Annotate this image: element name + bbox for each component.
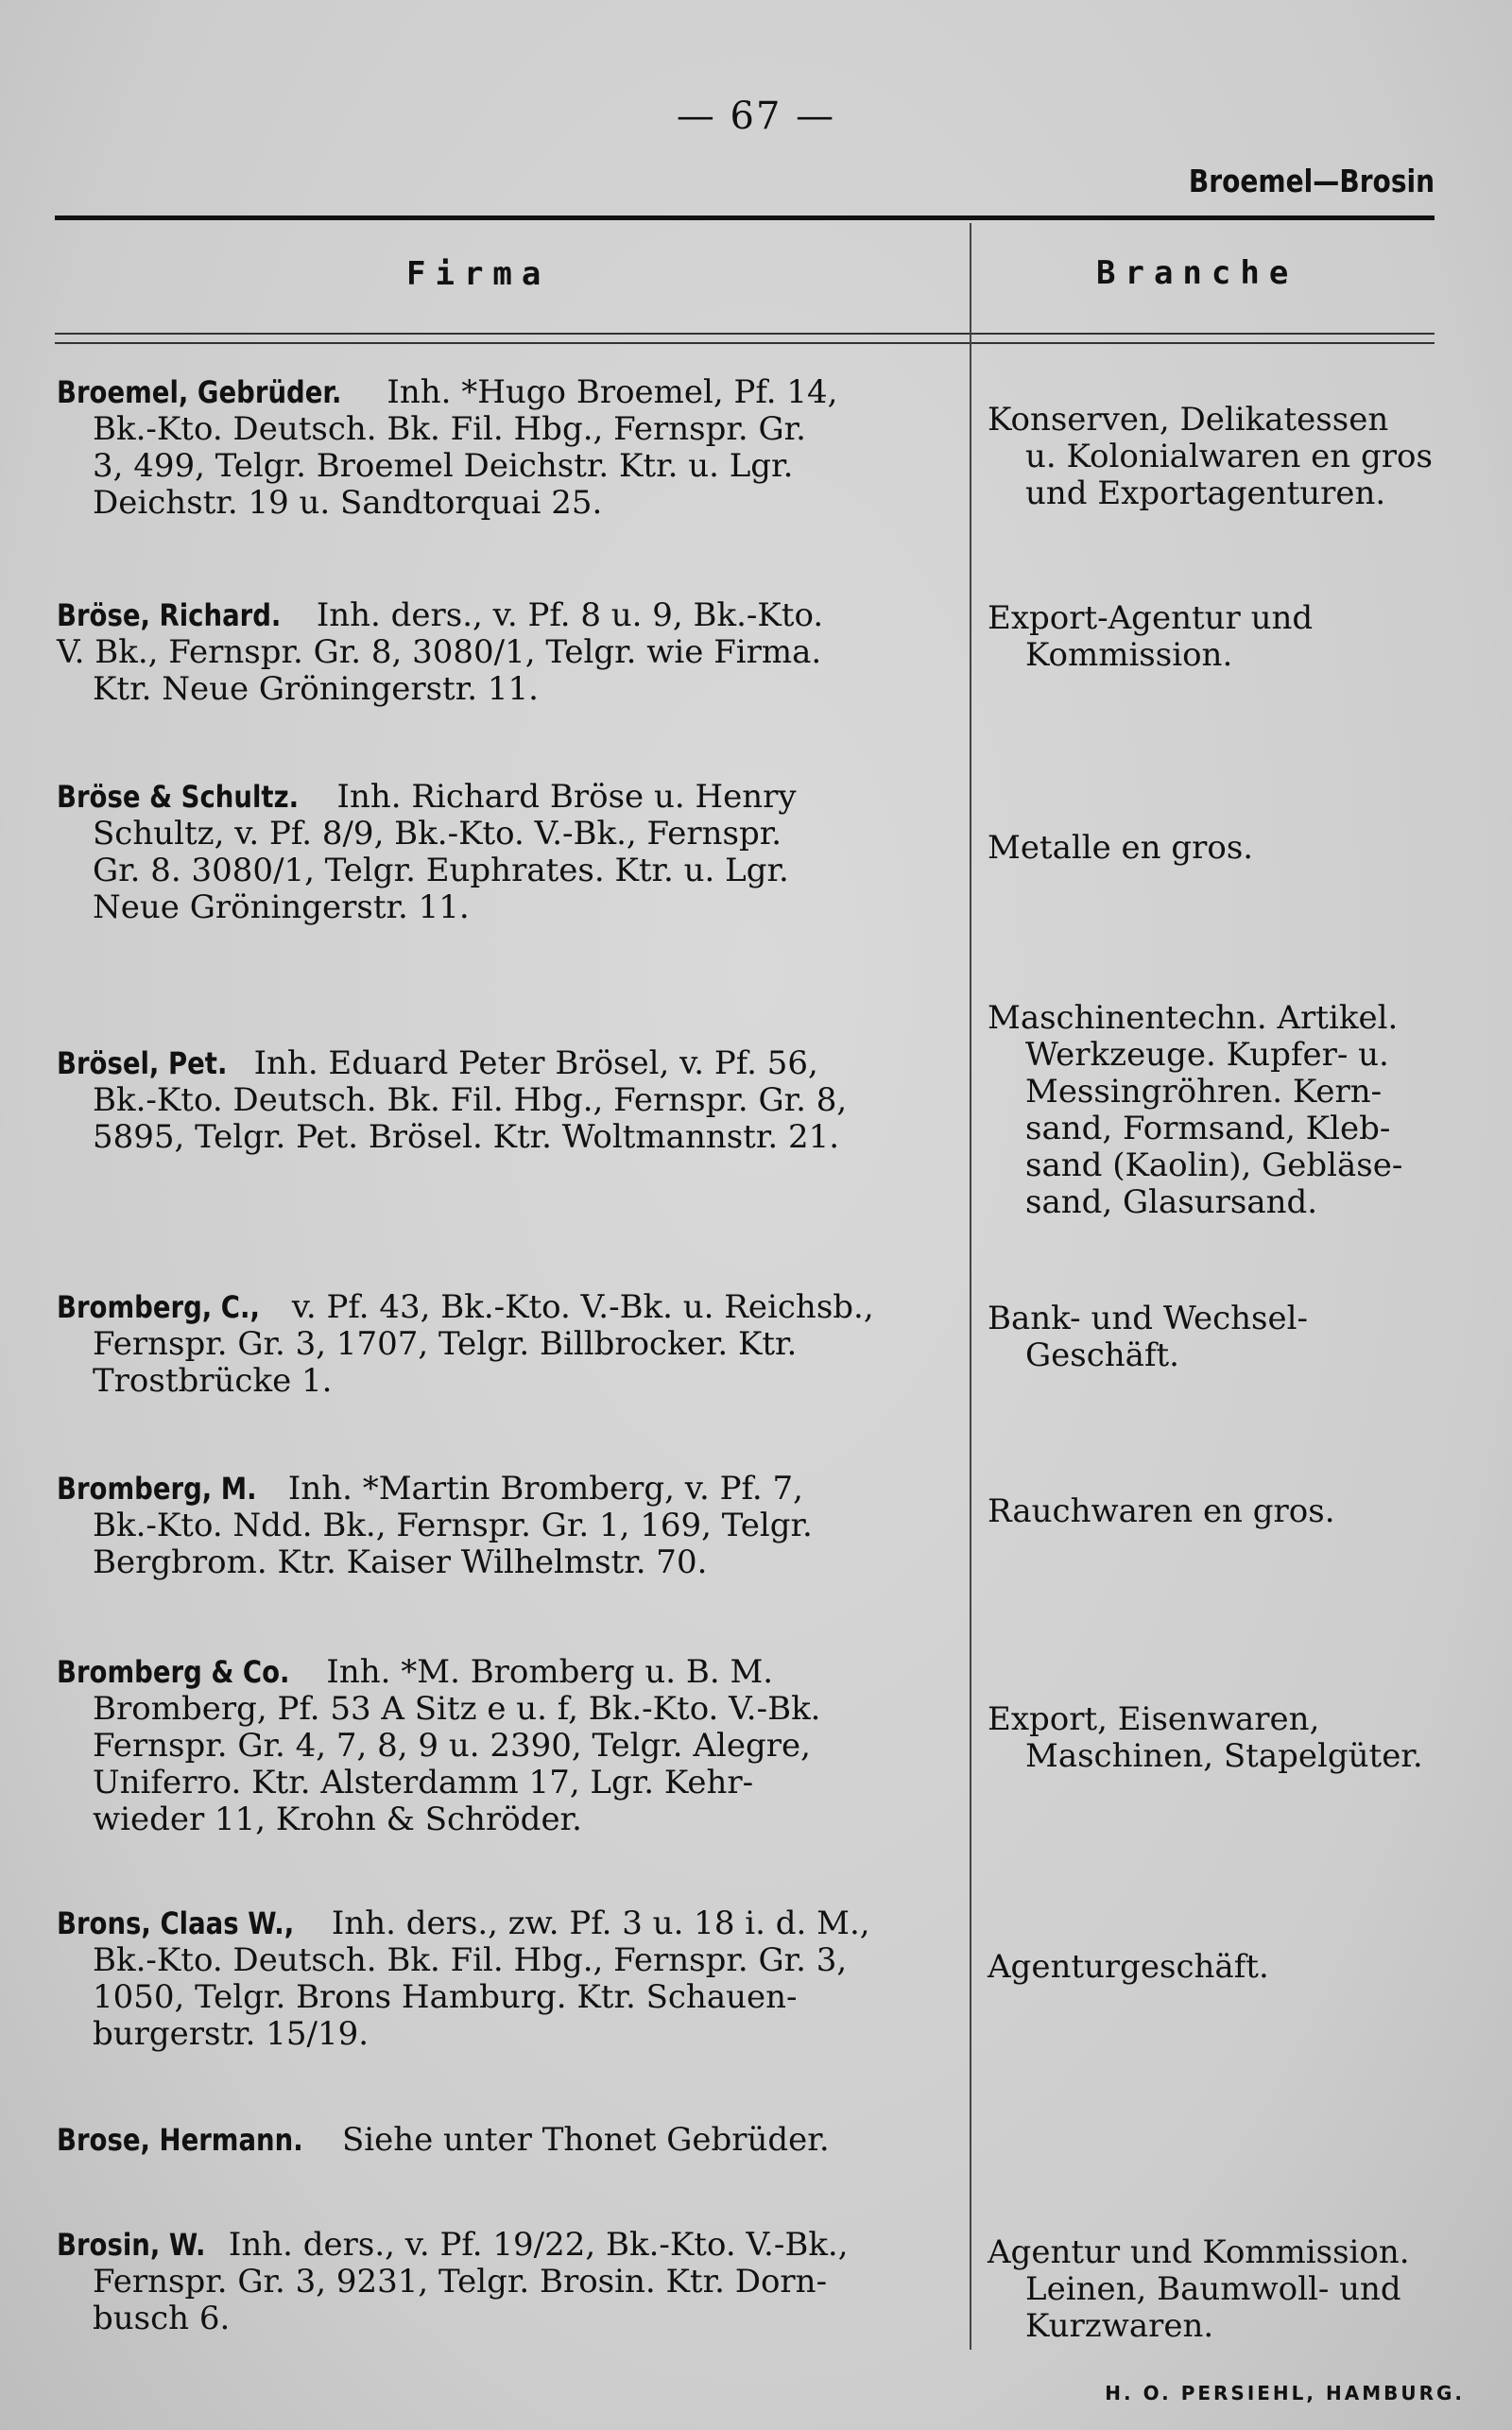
branche-text: u. Kolonialwaren en gros (1025, 438, 1433, 475)
directory-entry (57, 1471, 964, 1581)
entry-text: Inh. ders., v. Pf. 8 u. 9, Bk.-Kto. (316, 596, 824, 634)
entry-text: Gr. 8. 3080/1, Telgr. Euphrates. Ktr. u. Lgr. (93, 852, 789, 889)
entry-text: 1050, Telgr. Brons Hamburg. Ktr. Schauen- (93, 1978, 798, 2016)
entry-text: Inh. *Hugo Broemel, Pf. 14, (387, 373, 838, 411)
directory-entry (57, 779, 964, 926)
branche-entry (988, 2234, 1479, 2345)
branche-text: Geschäft. (1025, 1336, 1179, 1374)
column-header-rule (55, 333, 1435, 335)
entry-text: Schultz, v. Pf. 8/9, Bk.-Kto. V.-Bk., Fernspr. (93, 815, 782, 853)
page-number: — 67 — (676, 95, 836, 138)
branche-entry (988, 1701, 1479, 1775)
firm-name: Brose, Hermann. (57, 2122, 303, 2158)
branche-entry (988, 1301, 1479, 1374)
entry-text: Bk.-Kto. Ndd. Bk., Fernspr. Gr. 1, 169, Telgr. (93, 1507, 813, 1544)
branche-entry (988, 402, 1479, 512)
firm-name: Bromberg & Co. (57, 1654, 290, 1690)
branche-text: Agentur und Kommission. (988, 2233, 1410, 2271)
entry-text: Neue Gröningerstr. 11. (93, 888, 470, 926)
branche-entry (988, 1949, 1479, 1986)
directory-entry (57, 1045, 964, 1156)
branche-text: sand, Glasursand. (1025, 1183, 1318, 1221)
entry-text: Fernspr. Gr. 3, 1707, Telgr. Billbrocker. Ktr. (93, 1325, 798, 1363)
firm-name: Brons, Claas W., (57, 1905, 295, 1941)
branche-text: Konserven, Delikatessen (988, 401, 1389, 439)
branche-text: sand (Kaolin), Gebläse- (1025, 1146, 1403, 1184)
branche-text: Maschinentechn. Artikel. (988, 999, 1399, 1037)
branche-entry (988, 600, 1479, 674)
entry-text: burgerstr. 15/19. (93, 2015, 369, 2053)
running-head: Broemel—Brosin (1188, 163, 1435, 199)
entry-text: Inh. *Martin Bromberg, v. Pf. 7, (287, 1470, 803, 1508)
entry-text: Fernspr. Gr. 4, 7, 8, 9 u. 2390, Telgr. Alegre, (93, 1727, 811, 1765)
entry-text: Inh. ders., v. Pf. 19/22, Bk.-Kto. V.-Bk., (228, 2226, 849, 2264)
entry-text: 3, 499, Telgr. Broemel Deichstr. Ktr. u. Lgr. (93, 447, 794, 485)
entry-text: Trostbrücke 1. (93, 1362, 333, 1400)
branche-text: Leinen, Baumwoll- und (1025, 2270, 1401, 2308)
entry-text: V. Bk., Fernspr. Gr. 8, 3080/1, Telgr. wie Firma. (57, 633, 822, 671)
directory-entry (57, 374, 964, 522)
entry-text: Inh. ders., zw. Pf. 3 u. 18 i. d. M., (331, 1904, 870, 1942)
branche-text: Kurzwaren. (1025, 2307, 1214, 2345)
header-rule (55, 215, 1435, 220)
entry-text: Inh. Eduard Peter Brösel, v. Pf. 56, (253, 1044, 818, 1082)
entry-text: v. Pf. 43, Bk.-Kto. V.-Bk. u. Reichsb., (291, 1288, 874, 1326)
column-header-branche: Branche (1096, 254, 1298, 292)
printer-imprint: H. O. PERSIEHL, HAMBURG. (1105, 2382, 1465, 2404)
firm-name: Brösel, Pet. (57, 1045, 228, 1081)
entry-text: Bk.-Kto. Deutsch. Bk. Fil. Hbg., Fernspr. Gr. 8, (93, 1081, 848, 1119)
firm-name: Bröse, Richard. (57, 597, 282, 633)
firm-name: Bromberg, M. (57, 1471, 257, 1507)
firm-name: Bröse & Schultz. (57, 779, 300, 815)
directory-entry (57, 2122, 964, 2159)
branche-text: Werkzeuge. Kupfer- u. (1025, 1036, 1389, 1074)
directory-entry (57, 597, 964, 708)
entry-text: Inh. *M. Bromberg u. B. M. (326, 1653, 774, 1691)
directory-entry (57, 2227, 964, 2337)
branche-text: sand, Formsand, Kleb- (1025, 1110, 1391, 1147)
entry-text: wieder 11, Krohn & Schröder. (93, 1801, 582, 1838)
branche-entry (988, 1000, 1479, 1221)
branche-text: Maschinen, Stapelgüter. (1025, 1737, 1423, 1775)
branche-text: Kommission. (1025, 636, 1233, 674)
entry-text: Bromberg, Pf. 53 A Sitz e u. f, Bk.-Kto. V.-Bk. (93, 1690, 821, 1728)
branche-entry (988, 830, 1479, 867)
entry-text: Fernspr. Gr. 3, 9231, Telgr. Brosin. Ktr. Dorn- (93, 2263, 828, 2301)
firm-name: Broemel, Gebrüder. (57, 374, 342, 410)
directory-entry (57, 1905, 964, 2053)
firm-name: Brosin, W. (57, 2227, 206, 2263)
entry-text: Deichstr. 19 u. Sandtorquai 25. (93, 484, 603, 522)
entry-text: Bk.-Kto. Deutsch. Bk. Fil. Hbg., Fernspr. Gr. 3, (93, 1941, 848, 1979)
directory-entry (57, 1289, 964, 1400)
entry-text: Inh. Richard Bröse u. Henry (336, 778, 797, 816)
column-header-rule-double (55, 342, 1435, 344)
entry-text: Bk.-Kto. Deutsch. Bk. Fil. Hbg., Fernspr. Gr. (93, 410, 806, 448)
branche-text: Metalle en gros. (988, 829, 1254, 867)
entry-text: Uniferro. Ktr. Alsterdamm 17, Lgr. Kehr- (93, 1764, 754, 1801)
branche-text: Rauchwaren en gros. (988, 1492, 1335, 1530)
branche-text: und Exportagenturen. (1025, 474, 1386, 512)
branche-text: Bank- und Wechsel- (988, 1300, 1308, 1337)
entry-text: 5895, Telgr. Pet. Brösel. Ktr. Woltmannstr. 21. (93, 1118, 840, 1156)
directory-entry (57, 1654, 964, 1838)
entry-text: busch 6. (93, 2300, 231, 2337)
branche-text: Messingröhren. Kern- (1025, 1073, 1383, 1111)
branche-text: Export-Agentur und (988, 599, 1314, 637)
entry-text: Ktr. Neue Gröningerstr. 11. (93, 670, 539, 708)
branche-text: Export, Eisenwaren, (988, 1700, 1320, 1738)
branche-entry (988, 1493, 1479, 1530)
column-header-firma: Firma (406, 255, 551, 293)
entry-text: Bergbrom. Ktr. Kaiser Wilhelmstr. 70. (93, 1543, 708, 1581)
entry-text: Siehe unter Thonet Gebrüder. (341, 2121, 830, 2159)
firm-name: Bromberg, C., (57, 1289, 260, 1325)
column-divider (970, 223, 971, 2350)
branche-text: Agenturgeschäft. (988, 1948, 1269, 1986)
